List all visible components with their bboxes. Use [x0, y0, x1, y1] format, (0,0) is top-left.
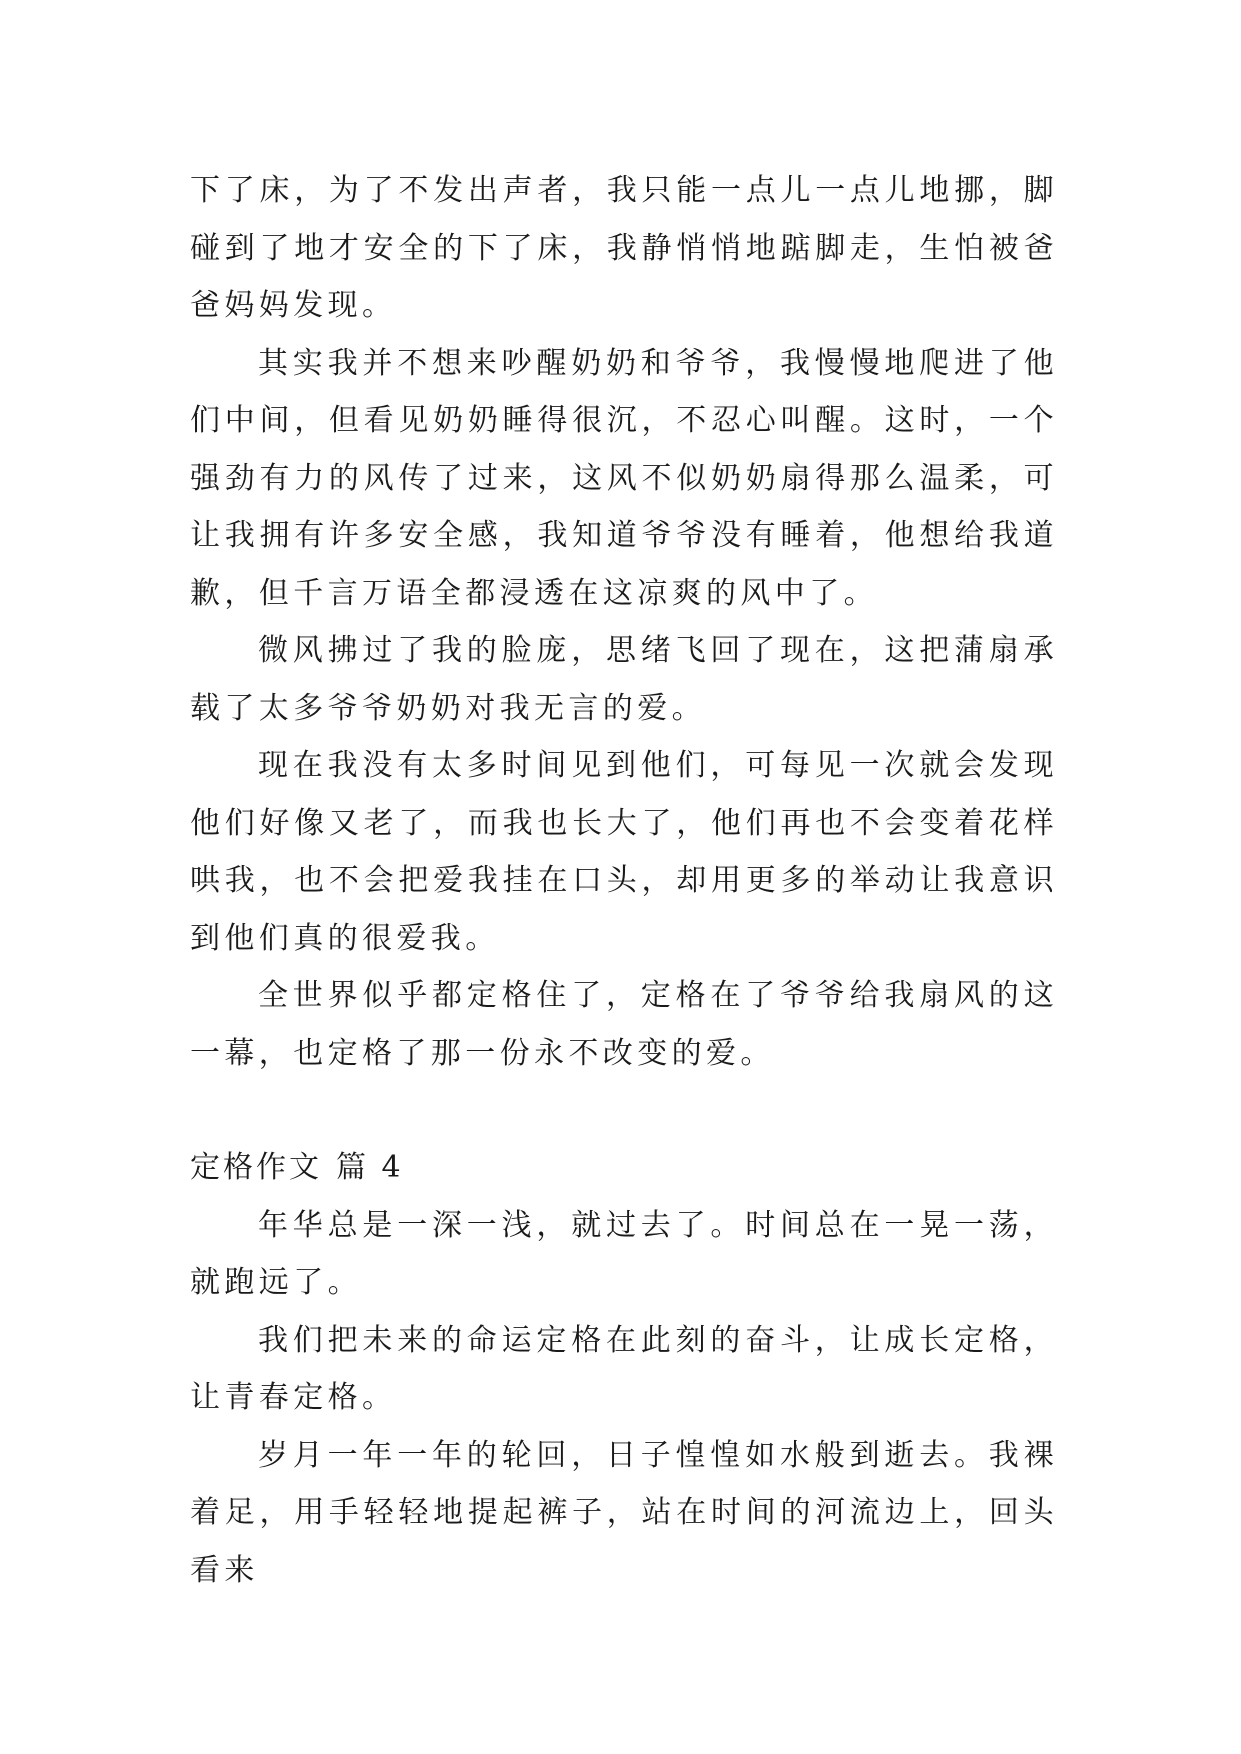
paragraph: 现在我没有太多时间见到他们，可每见一次就会发现他们好像又老了，而我也长大了，他们再也不会变着花样哄我，也不会把爱我挂在口头，却用更多的举动让我意识到他们真的很爱我。 [190, 748, 1058, 956]
paragraph: 微风拂过了我的脸庞，思绪飞回了现在，这把蒲扇承载了太多爷爷奶奶对我无言的爱。 [190, 633, 1058, 726]
paragraph: 全世界似乎都定格住了，定格在了爷爷给我扇风的这一幕，也定格了那一份永不改变的爱。 [190, 978, 1058, 1071]
paragraph: 我们把未来的命运定格在此刻的奋斗，让成长定格，让青春定格。 [190, 1322, 1058, 1415]
document-page [190, 162, 1058, 1599]
section-number: 篇 4 [336, 1150, 404, 1185]
section-title: 定格作文 [190, 1150, 322, 1185]
paragraph: 其实我并不想来吵醒奶奶和爷爷，我慢慢地爬进了他们中间，但看见奶奶睡得很沉，不忍心叫醒。这时，一个强劲有力的风传了过来，这风不似奶奶扇得那么温柔，可让我拥有许多安全感，我知道爷爷没有睡着，他想给我道歉，但千言万语全都浸透在这凉爽的风中了。 [190, 345, 1058, 611]
paragraph: 年华总是一深一浅，就过去了。时间总在一晃一荡，就跑远了。 [190, 1207, 1058, 1300]
section-heading [190, 1139, 1058, 1197]
paragraph: 下了床，为了不发出声者，我只能一点儿一点儿地挪，脚碰到了地才安全的下了床，我静悄悄地踮脚走，生怕被爸爸妈妈发现。 [190, 173, 1058, 323]
paragraph: 岁月一年一年的轮回，日子惶惶如水般到逝去。我裸着足，用手轻轻地提起裤子，站在时间的河流边上，回头看来 [190, 1437, 1058, 1588]
